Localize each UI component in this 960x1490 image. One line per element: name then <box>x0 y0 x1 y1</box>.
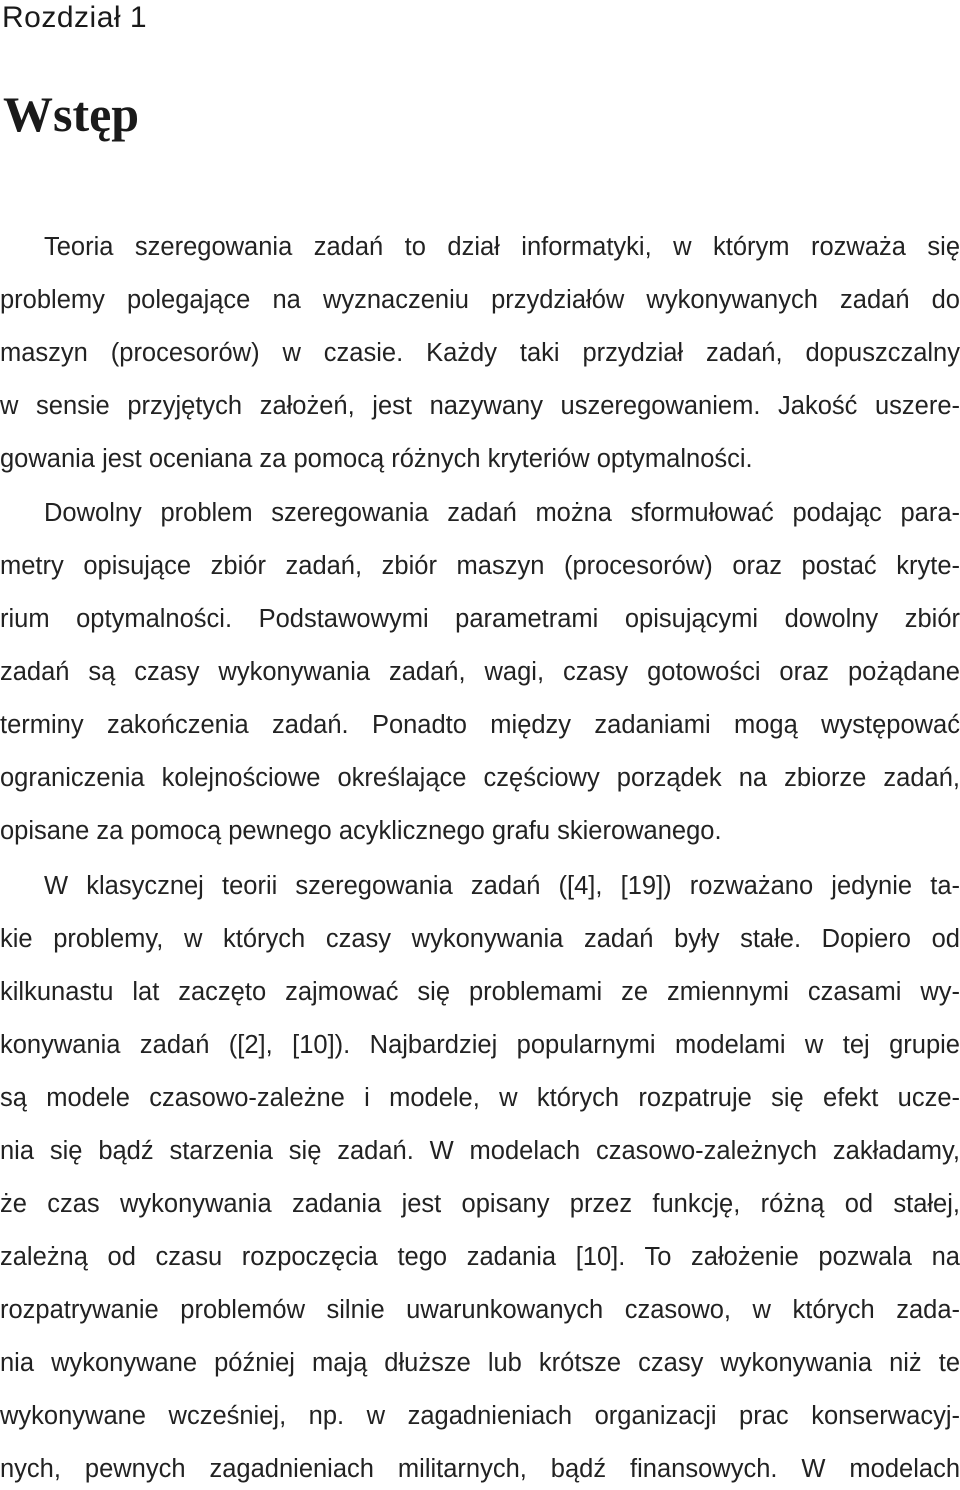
paragraph-line: zadań są czasy wykonywania zadań, wagi, czasy gotowości oraz pożądane <box>0 658 960 686</box>
paragraph-line: ograniczenia kolejnościowe określające częściowy porządek na zbiorze zadań, <box>0 764 960 792</box>
paragraph-line: są modele czasowo-zależne i modele, w których rozpatruje się efekt ucze- <box>0 1084 960 1112</box>
paragraph-line: rozpatrywanie problemów silnie uwarunkowanych czasowo, w których zada- <box>0 1296 960 1324</box>
paragraph-line: wykonywane wcześniej, np. w zagadnieniach organizacji prac konserwacyj- <box>0 1402 960 1430</box>
paragraph-line: nych, pewnych zagadnieniach militarnych, bądź finansowych. W modelach <box>0 1455 960 1483</box>
chapter-title: Wstęp <box>3 86 140 142</box>
paragraph-line: kilkunastu lat zaczęto zajmować się problemami ze zmiennymi czasami wy- <box>0 978 960 1006</box>
paragraph-line: terminy zakończenia zadań. Ponadto między zadaniami mogą występować <box>0 711 960 739</box>
paragraph-line: gowania jest oceniana za pomocą różnych kryteriów optymalności. <box>0 445 753 473</box>
paragraph-line: maszyn (procesorów) w czasie. Każdy taki przydział zadań, dopuszczalny <box>0 339 960 367</box>
paragraph-line: że czas wykonywania zadania jest opisany przez funkcję, różną od stałej, <box>0 1190 960 1218</box>
paragraph-line: opisane za pomocą pewnego acyklicznego grafu skierowanego. <box>0 817 722 845</box>
paragraph-line: konywania zadań ([2], [10]). Najbardziej popularnymi modelami w tej grupie <box>0 1031 960 1059</box>
paragraph-line: problemy polegające na wyznaczeniu przydziałów wykonywanych zadań do <box>0 286 960 314</box>
paragraph-line: rium optymalności. Podstawowymi parametrami opisującymi dowolny zbiór <box>0 605 960 633</box>
chapter-label: Rozdział 1 <box>2 1 148 34</box>
paragraph-line: W klasycznej teorii szeregowania zadań ([4], [19]) rozważano jedynie ta- <box>44 872 960 900</box>
paragraph-line: metry opisujące zbiór zadań, zbiór maszyn (procesorów) oraz postać kryte- <box>0 552 960 580</box>
paragraph-line: kie problemy, w których czasy wykonywania zadań były stałe. Dopiero od <box>0 925 960 953</box>
paragraph-line: zależną od czasu rozpoczęcia tego zadania [10]. To założenie pozwala na <box>0 1243 960 1271</box>
paragraph-line: w sensie przyjętych założeń, jest nazywany uszeregowaniem. Jakość uszere- <box>0 392 960 420</box>
paragraph-line: nia wykonywane później mają dłuższe lub krótsze czasy wykonywania niż te <box>0 1349 960 1377</box>
paragraph-line: nia się bądź starzenia się zadań. W modelach czasowo-zależnych zakładamy, <box>0 1137 960 1165</box>
paragraph-line: Dowolny problem szeregowania zadań można sformułować podając para- <box>44 499 960 527</box>
paragraph-line: Teoria szeregowania zadań to dział informatyki, w którym rozważa się <box>44 233 960 261</box>
